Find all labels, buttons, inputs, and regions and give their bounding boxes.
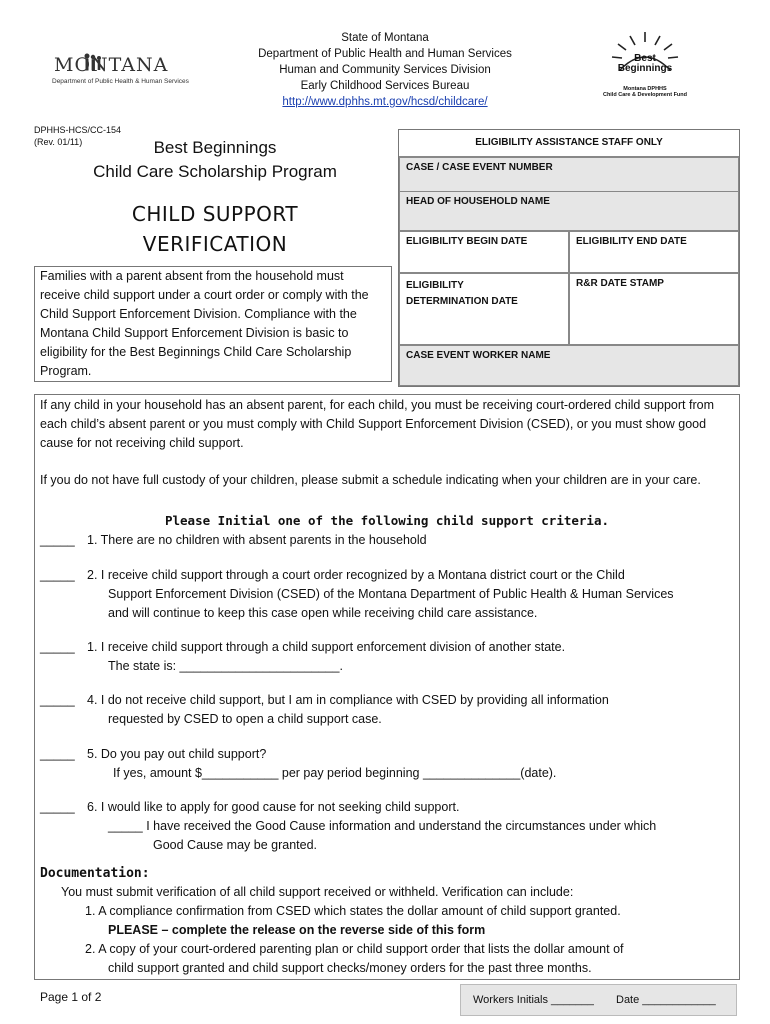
criterion-4-text-line1: 4. I do not receive child support, but I am in compliance with CSED by providing all information	[87, 693, 609, 707]
program-title-line2: Child Care Scholarship Program	[93, 162, 337, 181]
main-title-line2: VERIFICATION	[142, 232, 288, 256]
criterion-3-initial-blank[interactable]: _____	[40, 640, 75, 654]
criterion-4-initial-blank[interactable]: _____	[40, 693, 75, 707]
intro-notice-box: Families with a parent absent from the household must receive child support under a court order or comply with the Child Support Enforcement Division. Compliance with the Montana Child Support Enforcement Division is basic to eligibility for the Best Beginnings Child Care Scholarship Program.	[34, 266, 392, 382]
criterion-1-initial-blank[interactable]: _____	[40, 533, 75, 547]
criterion-5-text-line1: 5. Do you pay out child support?	[87, 747, 267, 761]
main-title-line1: CHILD SUPPORT	[131, 202, 299, 226]
rr-date-stamp-field[interactable]: R&R DATE STAMP	[569, 273, 739, 345]
criterion-6-text-line1: 6. I would like to apply for good cause for not seeking child support.	[87, 800, 460, 814]
case-event-number-field[interactable]: CASE / CASE EVENT NUMBER	[399, 157, 739, 195]
criterion-1-text: 1. There are no children with absent parents in the household	[87, 533, 427, 547]
criterion-2-text-line3: and will continue to keep this case open while receiving child care assistance.	[108, 606, 538, 620]
header-state: State of Montana	[341, 32, 429, 44]
montana-logo-subtitle: Department of Public Health & Human Services	[52, 78, 189, 85]
logo-beginnings: Beginnings	[617, 63, 673, 74]
criterion-2-text-line2: Support Enforcement Division (CSED) of the Montana Department of Public Health & Human Services	[108, 587, 674, 601]
header-bureau: Early Childhood Services Bureau	[300, 80, 470, 92]
header-url-link[interactable]: http://www.dphhs.mt.gov/hcsd/childcare/	[282, 96, 488, 108]
agency-header	[210, 30, 560, 110]
criterion-4-text-line2: requested by CSED to open a child support case.	[108, 712, 382, 726]
absent-parent-paragraph: If any child in your household has an absent parent, for each child, you must be receiving court-ordered child support from each child’s absent parent or you must comply with Child Support Enforcement Division (CSED), or you must show good cause for not receiving child support.	[40, 398, 714, 450]
eligibility-end-date-field[interactable]: ELIGIBILITY END DATE	[569, 231, 739, 273]
header-department: Department of Public Health and Human Services	[258, 48, 512, 60]
workers-date-field[interactable]: Date ____________	[616, 994, 716, 1006]
workers-initials-box	[460, 984, 737, 1016]
criterion-6-text-line3: Good Cause may be granted.	[153, 838, 317, 852]
determination-label-2: DETERMINATION DATE	[406, 296, 518, 307]
documentation-heading: Documentation:	[40, 866, 150, 881]
criterion-5-initial-blank[interactable]: _____	[40, 747, 75, 761]
montana-logo	[50, 48, 189, 90]
documentation-item-2-line2: child support granted and child support checks/money orders for the past three months.	[108, 961, 592, 975]
criterion-2-initial-blank[interactable]: _____	[40, 568, 75, 582]
best-beginnings-logo	[600, 30, 690, 102]
staff-box-header: ELIGIBILITY ASSISTANCE STAFF ONLY	[399, 130, 739, 157]
header-division: Human and Community Services Division	[279, 64, 491, 76]
criterion-3-text-line1: 1. I receive child support through a child support enforcement division of another state.	[87, 640, 566, 654]
eligibility-begin-date-field[interactable]: ELIGIBILITY BEGIN DATE	[399, 231, 569, 273]
criteria-section	[34, 394, 740, 980]
logo-best: Best	[634, 53, 656, 64]
documentation-intro: You must submit verification of all child support received or withheld. Verification can include:	[61, 885, 574, 899]
program-title-line1: Best Beginnings	[153, 138, 277, 157]
criterion-2-text-line1: 2. I receive child support through a court order recognized by a Montana district court or the Child	[87, 568, 625, 582]
criterion-6-initial-blank[interactable]: _____	[40, 800, 75, 814]
good-cause-acknowledgement[interactable]: _____ I have received the Good Cause information and understand the circumstances under which	[108, 819, 657, 833]
form-revision: (Rev. 01/11)	[34, 137, 83, 147]
montana-logo-name: MONTANA	[54, 54, 169, 76]
custody-paragraph: If you do not have full custody of your children, please submit a schedule indicating when your children are in your care.	[40, 473, 701, 487]
documentation-item-1: 1. A compliance confirmation from CSED which states the dollar amount of child support granted.	[85, 904, 621, 918]
workers-initials-field[interactable]: Workers Initials _______	[473, 994, 594, 1006]
staff-only-box	[398, 129, 740, 387]
logo-sub1: Montana DPHHS	[623, 86, 667, 92]
state-input-line[interactable]: The state is: _______________________.	[108, 659, 343, 673]
case-event-worker-field[interactable]: CASE EVENT WORKER NAME	[399, 345, 739, 386]
head-of-household-field[interactable]: HEAD OF HOUSEHOLD NAME	[399, 191, 739, 231]
documentation-item-2-line1: 2. A copy of your court-ordered parenting plan or child support order that lists the dollar amount of	[85, 942, 624, 956]
program-title	[60, 138, 370, 182]
criteria-heading: Please Initial one of the following child support criteria.	[164, 513, 609, 528]
documentation-release-note: PLEASE – complete the release on the reverse side of this form	[108, 923, 486, 937]
determination-label-1: ELIGIBILITY	[406, 280, 464, 291]
page-number: Page 1 of 2	[40, 990, 102, 1004]
eligibility-determination-date-field[interactable]	[399, 273, 569, 345]
form-code: DPHHS-HCS/CC-154	[34, 125, 122, 135]
form-main-title	[60, 202, 370, 256]
logo-sub2: Child Care & Development Fund	[602, 92, 688, 98]
amount-date-input-line[interactable]: If yes, amount $___________ per pay period beginning ______________(date).	[113, 766, 557, 780]
